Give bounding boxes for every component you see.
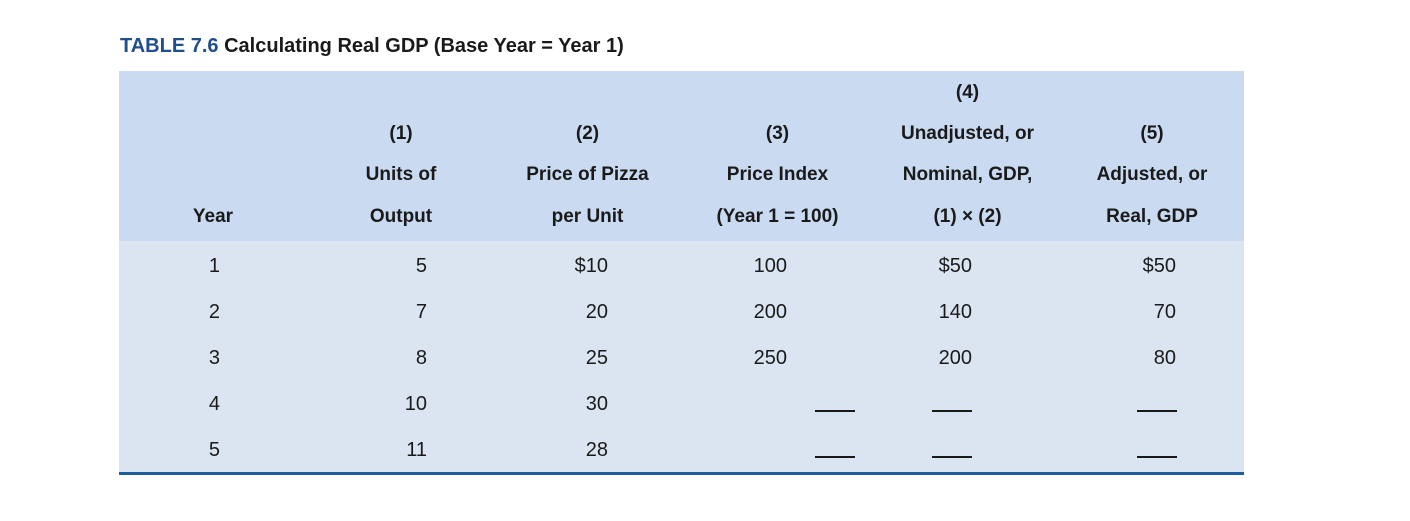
- cell-nominal: [875, 335, 1060, 381]
- cell-index: [680, 335, 875, 381]
- cell-price: [495, 241, 680, 289]
- table-number: TABLE 7.6: [120, 35, 219, 57]
- gdp-table: [119, 71, 1244, 473]
- header-nominal-gdp: [875, 71, 1060, 241]
- table-row: [119, 335, 1244, 381]
- cell-value: 5: [415, 255, 427, 277]
- header-line: (4): [955, 82, 980, 103]
- cell-real: [1060, 289, 1244, 335]
- cell-value: 7: [415, 300, 427, 323]
- cell-value: $50: [938, 255, 972, 277]
- cell-index-blank: [680, 427, 875, 473]
- cell-real-blank: [1060, 427, 1244, 473]
- cell-value: 100: [753, 255, 787, 277]
- cell-value: 11: [406, 438, 427, 461]
- header-units-of-output: [307, 71, 495, 241]
- header-price-of-pizza: [495, 71, 680, 241]
- header-line: (1): [389, 123, 413, 144]
- header-line: Output: [369, 206, 433, 227]
- header-line: Price Index: [726, 164, 829, 185]
- fill-in-blank: [1137, 456, 1177, 458]
- cell-price: [495, 335, 680, 381]
- header-real-gdp: [1060, 71, 1244, 241]
- cell-real: [1060, 335, 1244, 381]
- header-line: Units of: [365, 164, 437, 185]
- cell-units: [307, 289, 495, 335]
- header-line: Price of Pizza: [526, 164, 649, 185]
- table-title: Calculating Real GDP (Base Year = Year 1): [224, 35, 624, 57]
- header-price-index: [680, 71, 875, 241]
- header-line: Adjusted, or: [1096, 164, 1208, 185]
- cell-price: [495, 289, 680, 335]
- cell-value: 25: [585, 346, 608, 369]
- cell-real-blank: [1060, 381, 1244, 427]
- header-line: (2): [575, 123, 600, 144]
- cell-value: 140: [938, 300, 972, 323]
- cell-nominal-blank: [875, 381, 1060, 427]
- cell-real: [1060, 241, 1244, 289]
- cell-index: [680, 241, 875, 289]
- table-row: [119, 241, 1244, 289]
- fill-in-blank: [815, 410, 855, 412]
- fill-in-blank: [1137, 410, 1177, 412]
- cell-value: 3: [208, 346, 220, 369]
- cell-nominal-blank: [875, 427, 1060, 473]
- table-row: [119, 381, 1244, 427]
- cell-value: $10: [574, 255, 608, 277]
- header-line: (5): [1140, 123, 1164, 144]
- header-line: (1) × (2): [933, 206, 1002, 227]
- cell-units: [307, 427, 495, 473]
- cell-value: 250: [753, 346, 787, 369]
- cell-year: [119, 289, 307, 335]
- cell-price: [495, 427, 680, 473]
- cell-value: 5: [208, 438, 220, 461]
- cell-nominal: [875, 289, 1060, 335]
- cell-value: 28: [585, 438, 608, 461]
- cell-year: [119, 241, 307, 289]
- header-year: [119, 71, 307, 241]
- cell-value: 2: [208, 300, 220, 323]
- fill-in-blank: [932, 456, 972, 458]
- header-line: Unadjusted, or: [900, 123, 1034, 144]
- cell-value: 1: [208, 255, 220, 277]
- cell-units: [307, 241, 495, 289]
- cell-price: [495, 381, 680, 427]
- cell-value: 10: [404, 392, 427, 415]
- cell-value: 200: [938, 346, 972, 369]
- header-line: Nominal, GDP,: [902, 164, 1033, 185]
- table-header-row: [119, 71, 1244, 241]
- cell-index: [680, 289, 875, 335]
- cell-units: [307, 381, 495, 427]
- fill-in-blank: [815, 456, 855, 458]
- table-row: [119, 427, 1244, 473]
- cell-year: [119, 381, 307, 427]
- cell-nominal: [875, 241, 1060, 289]
- cell-value: 20: [585, 300, 608, 323]
- header-line: Year: [192, 206, 234, 227]
- cell-index-blank: [680, 381, 875, 427]
- header-line: (3): [765, 123, 790, 144]
- cell-value: 80: [1153, 346, 1176, 369]
- cell-value: 4: [208, 392, 220, 415]
- cell-value: 70: [1153, 300, 1176, 323]
- cell-year: [119, 427, 307, 473]
- header-line: per Unit: [551, 206, 624, 227]
- cell-value: 200: [753, 300, 787, 323]
- cell-value: $50: [1142, 255, 1176, 277]
- cell-value: 8: [415, 346, 427, 369]
- cell-value: 30: [585, 392, 608, 415]
- table-row: [119, 289, 1244, 335]
- table-caption: [120, 35, 624, 58]
- cell-units: [307, 335, 495, 381]
- cell-year: [119, 335, 307, 381]
- fill-in-blank: [932, 410, 972, 412]
- table-bottom-rule: [119, 472, 1244, 475]
- header-line: (Year 1 = 100): [716, 206, 839, 227]
- header-line: Real, GDP: [1106, 206, 1198, 227]
